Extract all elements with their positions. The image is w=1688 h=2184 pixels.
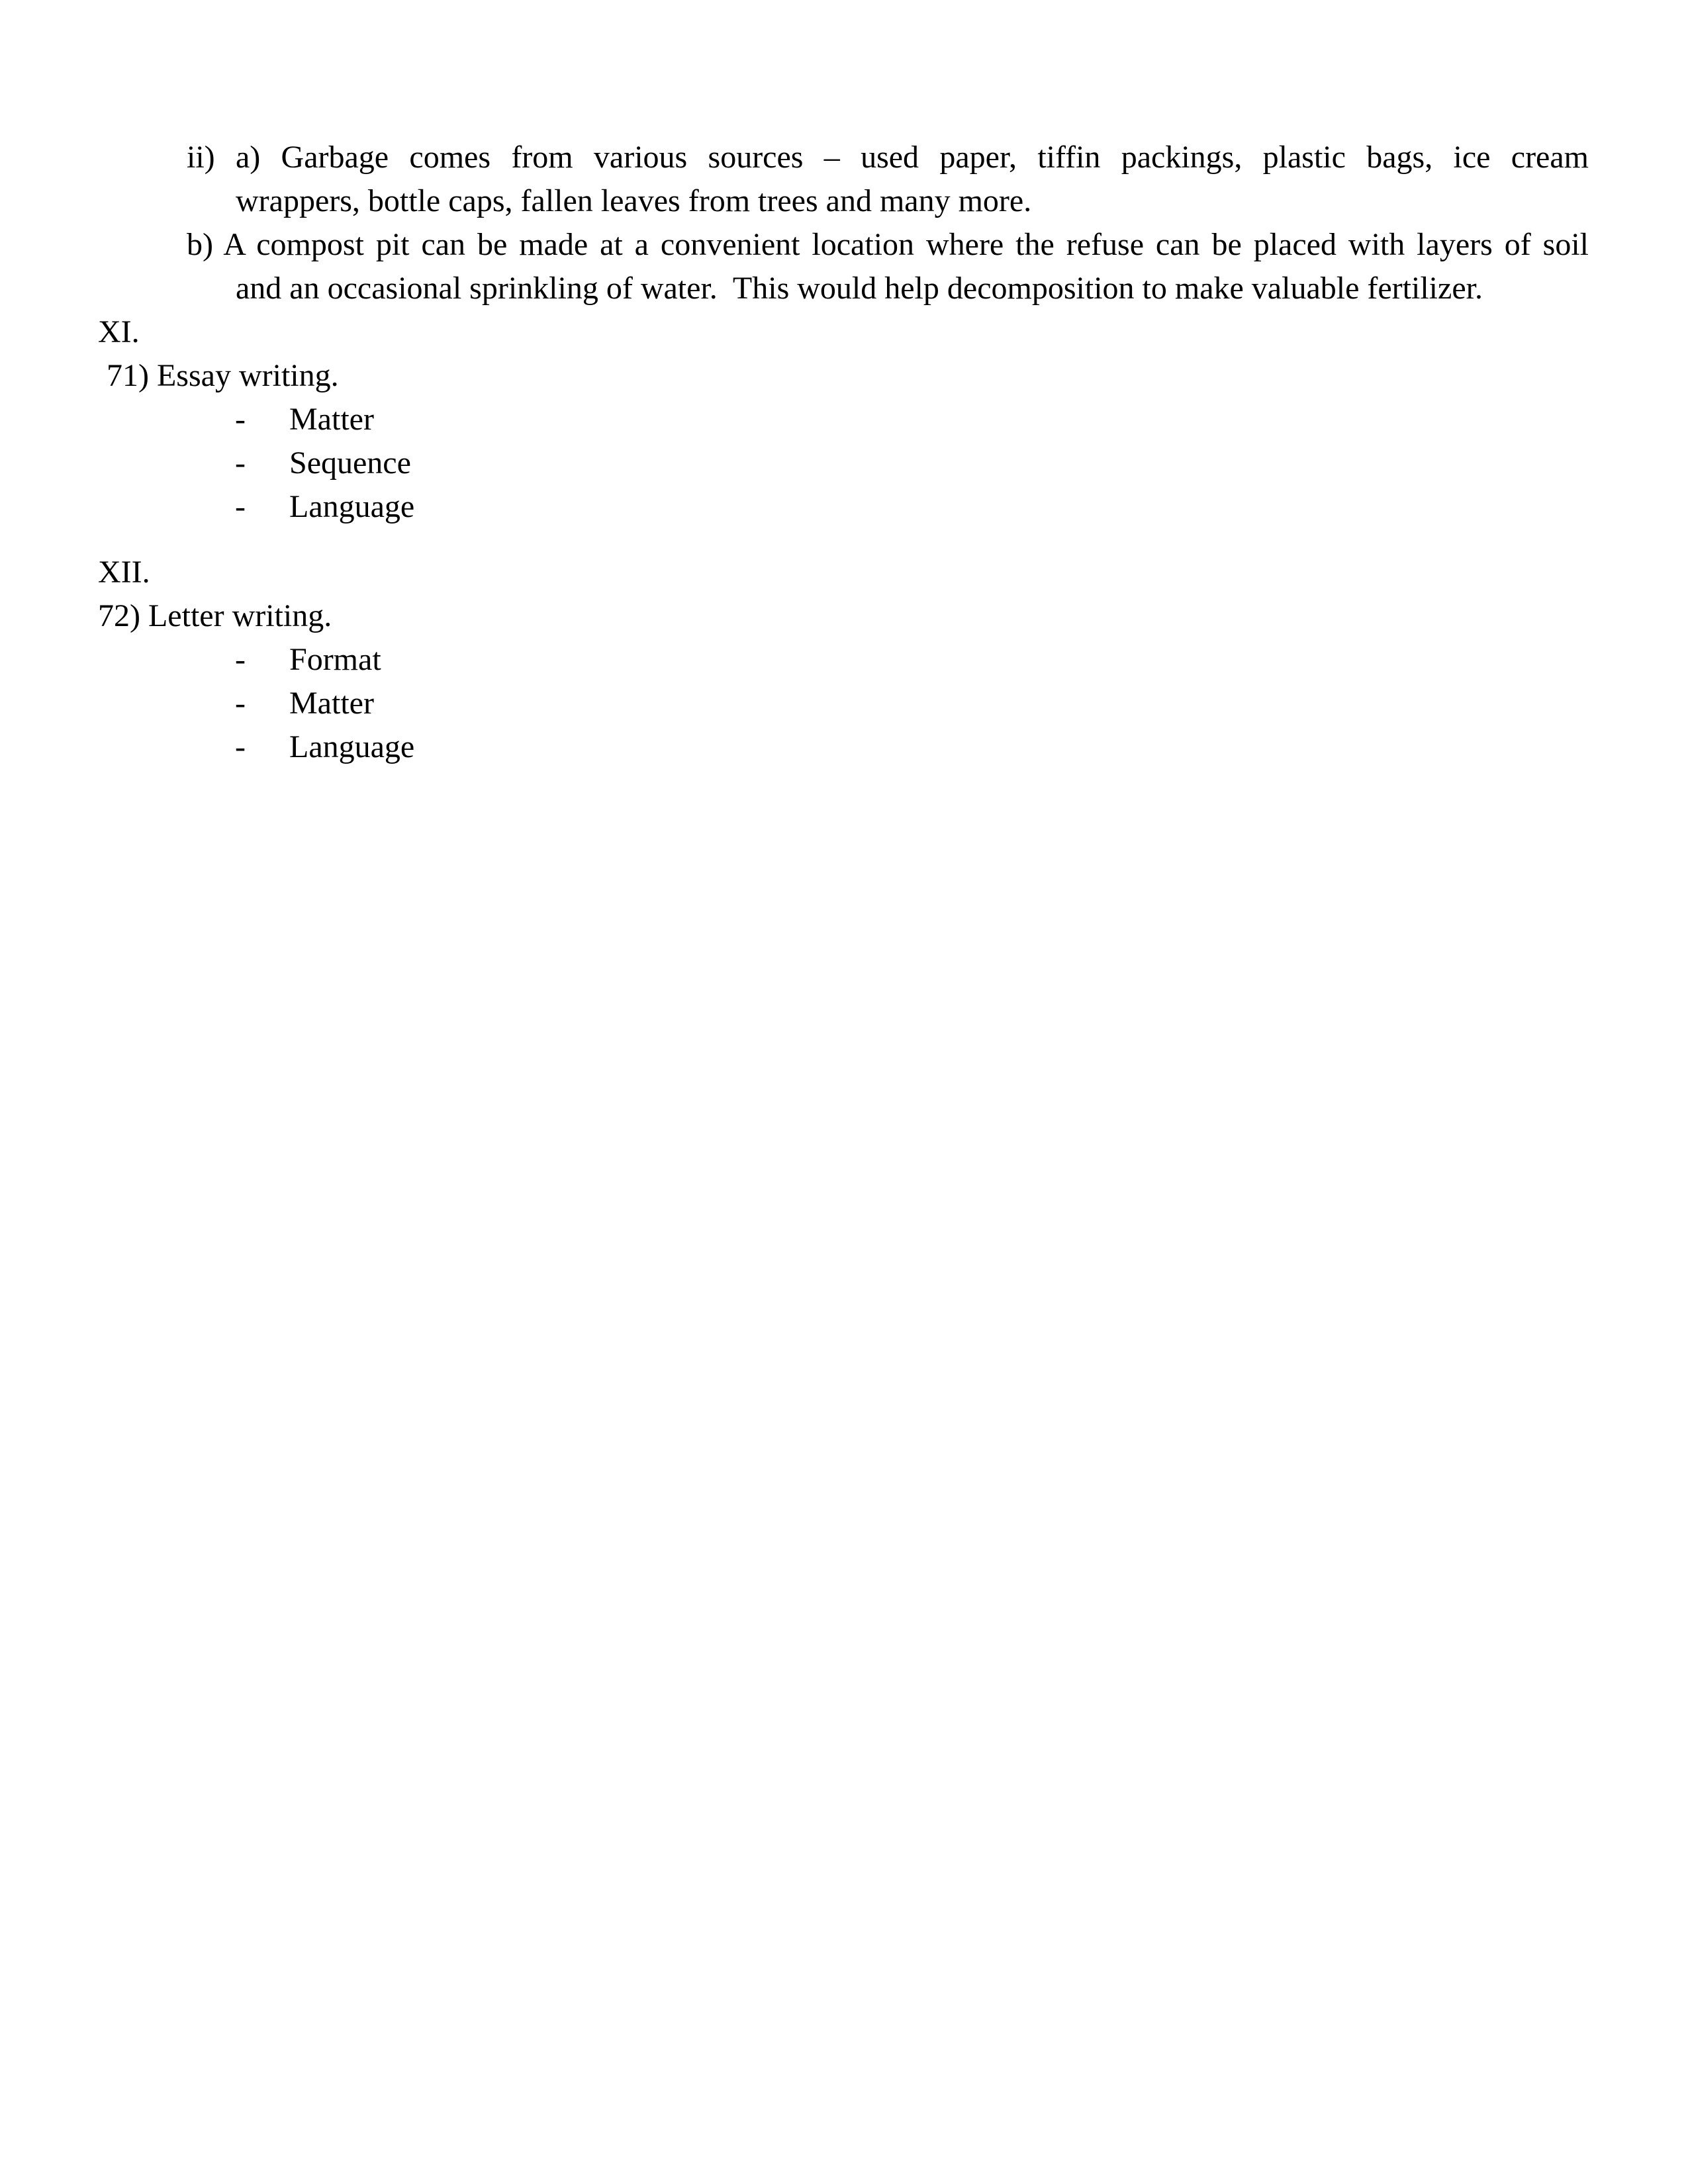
bullet-item — [235, 682, 1688, 725]
section-xii — [0, 551, 1688, 769]
bullet-dash: - — [235, 402, 246, 437]
answer-ii-a-line-2: wrappers, bottle caps, fallen leaves from trees and many more. — [236, 183, 1032, 218]
section-xi — [0, 310, 1688, 529]
bullet-item — [235, 485, 1688, 529]
section-xi-numeral: XI. — [98, 314, 140, 349]
question-72: 72) Letter writing. — [98, 598, 332, 633]
bullet-dash: - — [235, 445, 246, 480]
section-xii-numeral: XII. — [98, 555, 150, 590]
bullet-item — [235, 398, 1688, 441]
answer-b-line-2: and an occasional sprinkling of water. This would help decomposition to make valuable fertilizer. — [236, 271, 1483, 306]
answer-paragraphs — [0, 136, 1688, 310]
bullet-label: Matter — [289, 686, 374, 721]
bullet-dash: - — [235, 642, 246, 677]
bullet-item — [235, 725, 1688, 769]
question-71: 71) Essay writing. — [107, 358, 339, 393]
bullet-item — [235, 638, 1688, 682]
bullet-dash: - — [235, 686, 246, 721]
answer-ii-a-line-1: ii) a) Garbage comes from various sources – used paper, tiffin packings, plastic bags, ice cream — [187, 140, 1589, 175]
bullet-label: Matter — [289, 402, 374, 437]
answer-b-line-1: b) A compost pit can be made at a convenient location where the refuse can be placed with layers of soil — [187, 227, 1589, 262]
bullet-label: Sequence — [289, 445, 411, 480]
bullet-dash: - — [235, 729, 246, 764]
bullet-label: Format — [289, 642, 381, 677]
bullet-label: Language — [289, 489, 415, 524]
bullet-dash: - — [235, 489, 246, 524]
bullet-label: Language — [289, 729, 415, 764]
bullet-item — [235, 441, 1688, 485]
